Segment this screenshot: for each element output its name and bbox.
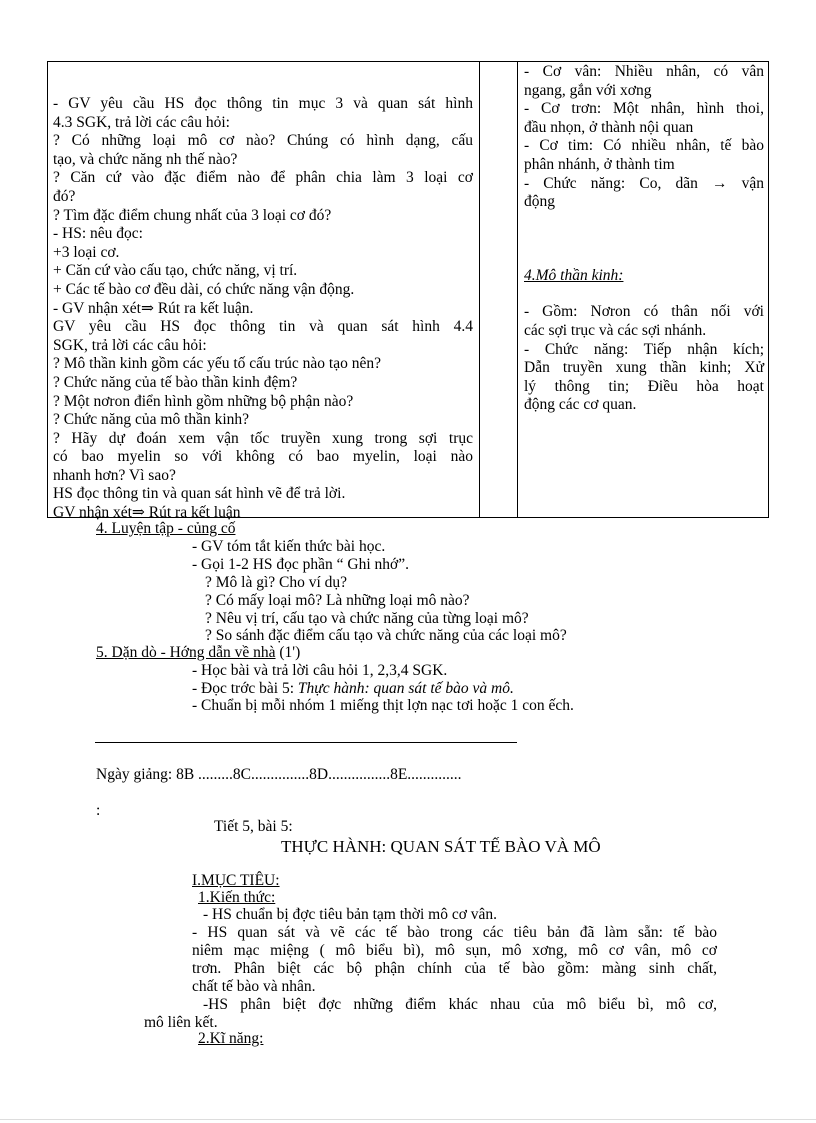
right-line: - Gồm: Nơron có thân nối với [524, 303, 764, 321]
knowledge-line: mô liên kết. [144, 1014, 218, 1031]
homework-line [192, 680, 514, 699]
table-divider-2 [517, 62, 518, 517]
right-line: - Chức năng: Co, dãn → vận [524, 174, 764, 192]
right-line: động [524, 193, 555, 211]
date-blank: ......... [194, 766, 233, 783]
left-line: - GV yêu cầu HS đọc thông tin mục 3 và quan sát hình [53, 95, 473, 112]
knowledge-line: trơn. Phân biệt các bộ phận chính của tế bào gồm: màng sinh chất, [192, 960, 717, 977]
page-edge [0, 1119, 816, 1120]
right-line: - Cơ vân: Nhiều nhân, có vân [524, 63, 764, 80]
homework-line: - Chuẩn bị mỗi nhóm 1 miếng thịt lợn nạc tơi hoặc 1 con ếch. [192, 697, 574, 714]
left-line: ? Chức năng của tế bào thần kinh đệm? [53, 373, 298, 391]
date-blank: ............... [251, 766, 310, 783]
lesson-number: Tiết 5, bài 5: [214, 818, 293, 835]
homework-heading-row [96, 644, 300, 663]
left-line: HS đọc thông tin và quan sát hình vẽ để trả lời. [53, 485, 346, 503]
left-line: +3 loại cơ. [53, 243, 120, 261]
right-line: ngang, gắn với xơng [524, 81, 652, 99]
left-line: + Căn cứ vào cấu tạo, chức năng, vị trí. [53, 262, 298, 280]
right-line: - Cơ trơn: Một nhân, hình thoi, [524, 100, 764, 118]
homework-time: (1') [279, 644, 301, 661]
practice-heading: 4. Luyện tập - củng cố [96, 520, 236, 537]
lesson-title: THỰC HÀNH: QUAN SÁT TẾ BÀO VÀ MÔ [281, 837, 601, 856]
left-line: ? Hãy dự đoán xem vận tốc truyền xung trong sợi trục [53, 429, 473, 447]
spacer [524, 212, 764, 267]
homework-line: - Học bài và trả lời câu hỏi 1, 2,3,4 SGK. [192, 662, 448, 679]
left-line: 4.3 SGK, trả lời các câu hỏi: [53, 113, 230, 131]
homework-line-italic: Thực hành: quan sát tế bào và mô. [297, 680, 514, 697]
left-line: - GV nhận xét⇒ Rút ra kết luận. [53, 299, 254, 317]
practice-line: ? So sánh đặc điểm cấu tạo và chức năng của các loại mô? [205, 627, 567, 644]
knowledge-heading: 1.Kiến thức: [198, 889, 276, 906]
right-line: - Cơ tim: Có nhiều nhân, tế bào [524, 137, 764, 155]
teacher-activities-column [53, 95, 473, 523]
right-line: động các cơ quan. [524, 396, 637, 414]
content-column [524, 63, 764, 415]
left-line: ? Căn cứ vào đặc điểm nào để phân chia làm 3 loại cơ [53, 169, 473, 187]
skills-heading: 2.Kĩ năng: [198, 1030, 264, 1047]
practice-line: - GV tóm tắt kiến thức bài học. [192, 538, 386, 555]
left-line: đó? [53, 187, 76, 205]
left-line: ? Tìm đặc điểm chung nhất của 3 loại cơ đó? [53, 206, 332, 224]
left-line: có bao myelin so với không có bao myelin, loại nào [53, 448, 473, 466]
left-line: GV nhận xét⇒ Rút ra kết luận [53, 504, 241, 522]
knowledge-line: - HS chuẩn bị đợc tiêu bản tạm thời mô cơ vân. [203, 906, 498, 923]
left-line: + Các tế bào cơ đều dài, có chức năng vận động. [53, 280, 355, 298]
spacer [524, 285, 764, 303]
knowledge-line: chất tế bào và nhân. [192, 978, 316, 995]
left-line: ? Mô thần kinh gồm các yếu tố cấu trúc nào tạo nên? [53, 355, 381, 373]
left-line: ? Chức năng của mô thần kinh? [53, 411, 250, 429]
table-divider-1 [479, 62, 480, 517]
class-label: 8D [309, 766, 329, 783]
homework-line-prefix: - Đọc trớc bài 5: [192, 680, 298, 697]
objectives-heading: I.MỤC TIÊU: [192, 872, 280, 889]
left-line: tạo, và chức năng nh thế nào? [53, 150, 238, 168]
date-blank: ................ [328, 766, 391, 783]
right-line: đầu nhọn, ở thành nội quan [524, 118, 694, 136]
right-line: phân nhánh, ở thành tim [524, 155, 675, 173]
practice-line: - Gọi 1-2 HS đọc phần “ Ghi nhớ”. [192, 556, 409, 573]
right-line: - Chức năng: Tiếp nhận kích; [524, 340, 764, 358]
right-line: Dẫn truyền xung thần kinh; Xử [524, 359, 764, 377]
teaching-date-label: Ngày giảng: 8B [96, 766, 195, 783]
left-line: nhanh hơn? Vì sao? [53, 466, 176, 484]
knowledge-line: niêm mạc miệng ( mô biểu bì), mô sụn, mô xơng, mô cơ vân, mô cơ [192, 942, 717, 959]
teaching-date-row [96, 766, 462, 785]
practice-line: ? Mô là gì? Cho ví dụ? [205, 574, 348, 591]
right-line: các sợi trục và các sợi nhánh. [524, 321, 707, 339]
right-line: lý thông tin; Điều hòa hoạt [524, 377, 764, 395]
class-label: 8E [390, 766, 408, 783]
homework-heading: 5. Dặn dò - Hớng dẫn về nhà [96, 644, 276, 661]
separator-line [95, 742, 517, 743]
left-line: GV yêu cầu HS đọc thông tin và quan sát hình 4.4 [53, 318, 473, 336]
left-line: ? Có những loại mô cơ nào? Chúng có hình dạng, cấu [53, 132, 473, 150]
class-label: 8C [232, 766, 251, 783]
content-table [47, 61, 769, 522]
left-line: ? Một nơron điển hình gồm những bộ phận nào? [53, 392, 354, 410]
date-blank: .............. [407, 766, 462, 783]
practice-line: ? Nêu vị trí, cấu tạo và chức năng của từng loại mô? [205, 610, 529, 627]
left-line: SGK, trả lời các câu hỏi: [53, 336, 207, 354]
practice-line: ? Có mấy loại mô? Là những loại mô nào? [205, 592, 470, 609]
section-heading-nerve-tissue: 4.Mô thần kinh: [524, 266, 624, 284]
knowledge-line: - HS quan sát và vẽ các tế bào trong các tiêu bản đã làm sẵn: tế bào [192, 924, 717, 941]
left-line: - HS: nêu đọc: [53, 225, 143, 243]
colon-mark: : [96, 802, 101, 819]
knowledge-line: -HS phân biệt đợc những điểm khác nhau của mô biểu bì, mô cơ, [203, 996, 717, 1013]
